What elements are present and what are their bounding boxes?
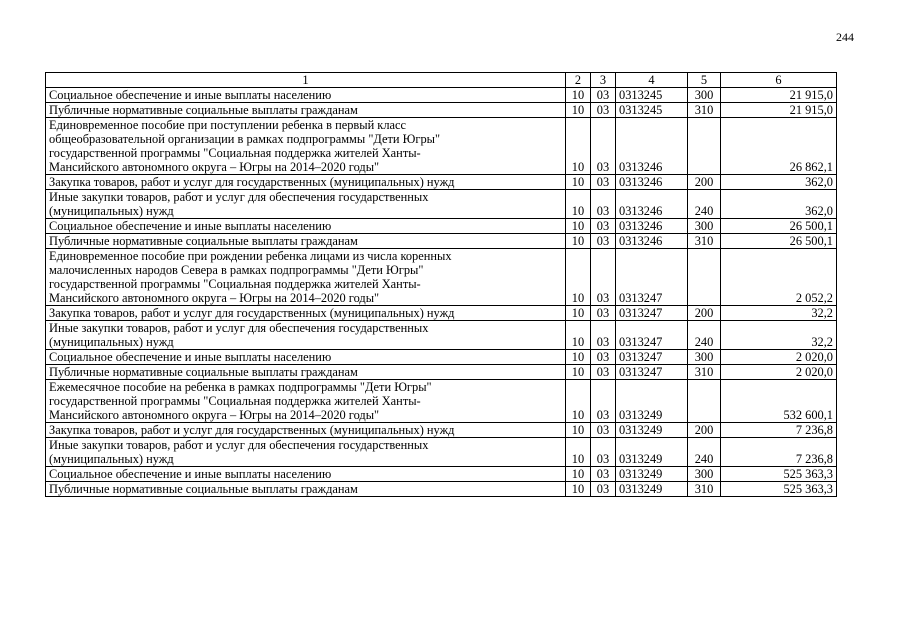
row-subsection-cell: 03 <box>591 438 616 467</box>
row-expense-type-cell <box>688 249 721 306</box>
row-target-article-cell: 0313246 <box>616 175 688 190</box>
table-row <box>46 175 837 190</box>
row-amount-cell: 362,0 <box>721 175 837 190</box>
header-col-2: 2 <box>566 73 591 88</box>
table-body <box>46 88 837 497</box>
row-subsection-cell: 03 <box>591 306 616 321</box>
row-amount-cell: 362,0 <box>721 190 837 219</box>
budget-table <box>45 72 837 497</box>
row-section-cell: 10 <box>566 190 591 219</box>
row-target-article-cell: 0313249 <box>616 482 688 497</box>
row-name-cell: Публичные нормативные социальные выплаты гражданам <box>46 234 566 249</box>
row-subsection-cell: 03 <box>591 350 616 365</box>
row-amount-cell: 532 600,1 <box>721 380 837 423</box>
row-amount-cell: 26 862,1 <box>721 118 837 175</box>
table-row <box>46 423 837 438</box>
row-section-cell: 10 <box>566 118 591 175</box>
row-name-cell: Единовременное пособие при рождении ребенка лицами из числа коренных малочисленных народов Севера в рамках подпрограммы "Дети Югры" государственной программы "Социальная поддержка жителей Ханты- Мансийского автономного округа – Югры на 2014–2020 годы" <box>46 249 566 306</box>
row-amount-cell: 7 236,8 <box>721 438 837 467</box>
row-subsection-cell: 03 <box>591 234 616 249</box>
row-amount-cell: 21 915,0 <box>721 88 837 103</box>
header-col-6: 6 <box>721 73 837 88</box>
row-expense-type-cell: 300 <box>688 350 721 365</box>
row-name-cell: Публичные нормативные социальные выплаты гражданам <box>46 103 566 118</box>
table-row <box>46 219 837 234</box>
row-name-cell: Закупка товаров, работ и услуг для государственных (муниципальных) нужд <box>46 175 566 190</box>
row-amount-cell: 2 052,2 <box>721 249 837 306</box>
row-amount-cell: 2 020,0 <box>721 350 837 365</box>
row-name-cell: Ежемесячное пособие на ребенка в рамках подпрограммы "Дети Югры" государственной программы "Социальная поддержка жителей Ханты- Мансийского автономного округа – Югры на 2014–2020 годы" <box>46 380 566 423</box>
row-subsection-cell: 03 <box>591 467 616 482</box>
row-section-cell: 10 <box>566 482 591 497</box>
table-row <box>46 467 837 482</box>
table-row <box>46 365 837 380</box>
row-subsection-cell: 03 <box>591 175 616 190</box>
row-section-cell: 10 <box>566 219 591 234</box>
row-subsection-cell: 03 <box>591 365 616 380</box>
table-row <box>46 380 837 423</box>
row-section-cell: 10 <box>566 249 591 306</box>
row-expense-type-cell: 310 <box>688 103 721 118</box>
row-subsection-cell: 03 <box>591 249 616 306</box>
row-section-cell: 10 <box>566 175 591 190</box>
row-target-article-cell: 0313245 <box>616 88 688 103</box>
header-col-1: 1 <box>46 73 566 88</box>
row-section-cell: 10 <box>566 321 591 350</box>
row-section-cell: 10 <box>566 88 591 103</box>
row-section-cell: 10 <box>566 467 591 482</box>
row-section-cell: 10 <box>566 350 591 365</box>
row-amount-cell: 525 363,3 <box>721 467 837 482</box>
row-subsection-cell: 03 <box>591 88 616 103</box>
row-section-cell: 10 <box>566 103 591 118</box>
row-section-cell: 10 <box>566 234 591 249</box>
row-target-article-cell: 0313245 <box>616 103 688 118</box>
row-expense-type-cell: 240 <box>688 190 721 219</box>
row-target-article-cell: 0313247 <box>616 321 688 350</box>
row-expense-type-cell: 200 <box>688 423 721 438</box>
row-expense-type-cell: 300 <box>688 88 721 103</box>
row-section-cell: 10 <box>566 306 591 321</box>
table-row <box>46 306 837 321</box>
row-target-article-cell: 0313247 <box>616 365 688 380</box>
table-row <box>46 190 837 219</box>
row-subsection-cell: 03 <box>591 380 616 423</box>
row-amount-cell: 2 020,0 <box>721 365 837 380</box>
row-subsection-cell: 03 <box>591 118 616 175</box>
row-name-cell: Закупка товаров, работ и услуг для государственных (муниципальных) нужд <box>46 423 566 438</box>
row-name-cell: Публичные нормативные социальные выплаты гражданам <box>46 482 566 497</box>
row-name-cell: Единовременное пособие при поступлении ребенка в первый класс общеобразовательной организации в рамках подпрограммы "Дети Югры" государственной программы "Социальная поддержка жителей Ханты- Мансийского автономного округа – Югры на 2014–2020 годы" <box>46 118 566 175</box>
row-amount-cell: 21 915,0 <box>721 103 837 118</box>
row-expense-type-cell: 200 <box>688 306 721 321</box>
row-expense-type-cell: 240 <box>688 321 721 350</box>
table-row <box>46 118 837 175</box>
table-row <box>46 88 837 103</box>
row-amount-cell: 32,2 <box>721 321 837 350</box>
row-target-article-cell: 0313249 <box>616 438 688 467</box>
row-subsection-cell: 03 <box>591 219 616 234</box>
row-subsection-cell: 03 <box>591 482 616 497</box>
row-target-article-cell: 0313249 <box>616 467 688 482</box>
row-name-cell: Социальное обеспечение и иные выплаты населению <box>46 219 566 234</box>
row-name-cell: Иные закупки товаров, работ и услуг для обеспечения государственных (муниципальных) нужд <box>46 438 566 467</box>
row-name-cell: Иные закупки товаров, работ и услуг для обеспечения государственных (муниципальных) нужд <box>46 190 566 219</box>
row-target-article-cell: 0313246 <box>616 118 688 175</box>
row-target-article-cell: 0313247 <box>616 249 688 306</box>
row-subsection-cell: 03 <box>591 190 616 219</box>
row-expense-type-cell <box>688 380 721 423</box>
row-target-article-cell: 0313246 <box>616 190 688 219</box>
row-subsection-cell: 03 <box>591 423 616 438</box>
row-amount-cell: 7 236,8 <box>721 423 837 438</box>
row-expense-type-cell <box>688 118 721 175</box>
table-row <box>46 321 837 350</box>
header-col-5: 5 <box>688 73 721 88</box>
row-target-article-cell: 0313249 <box>616 423 688 438</box>
row-name-cell: Социальное обеспечение и иные выплаты населению <box>46 467 566 482</box>
row-name-cell: Закупка товаров, работ и услуг для государственных (муниципальных) нужд <box>46 306 566 321</box>
row-target-article-cell: 0313247 <box>616 350 688 365</box>
table-row <box>46 438 837 467</box>
row-section-cell: 10 <box>566 365 591 380</box>
row-name-cell: Социальное обеспечение и иные выплаты населению <box>46 350 566 365</box>
row-expense-type-cell: 310 <box>688 482 721 497</box>
row-target-article-cell: 0313249 <box>616 380 688 423</box>
table-row <box>46 350 837 365</box>
row-target-article-cell: 0313247 <box>616 306 688 321</box>
row-target-article-cell: 0313246 <box>616 219 688 234</box>
row-expense-type-cell: 310 <box>688 234 721 249</box>
header-col-4: 4 <box>616 73 688 88</box>
table-row <box>46 234 837 249</box>
row-amount-cell: 26 500,1 <box>721 219 837 234</box>
row-expense-type-cell: 300 <box>688 467 721 482</box>
row-amount-cell: 525 363,3 <box>721 482 837 497</box>
row-expense-type-cell: 200 <box>688 175 721 190</box>
row-expense-type-cell: 310 <box>688 365 721 380</box>
table-row <box>46 482 837 497</box>
row-expense-type-cell: 300 <box>688 219 721 234</box>
header-col-3: 3 <box>591 73 616 88</box>
row-subsection-cell: 03 <box>591 321 616 350</box>
row-section-cell: 10 <box>566 423 591 438</box>
table-row <box>46 249 837 306</box>
row-subsection-cell: 03 <box>591 103 616 118</box>
row-amount-cell: 32,2 <box>721 306 837 321</box>
row-name-cell: Социальное обеспечение и иные выплаты населению <box>46 88 566 103</box>
page-number: 244 <box>836 30 854 44</box>
row-section-cell: 10 <box>566 380 591 423</box>
row-name-cell: Иные закупки товаров, работ и услуг для обеспечения государственных (муниципальных) нужд <box>46 321 566 350</box>
table-header-row <box>46 73 837 88</box>
table-row <box>46 103 837 118</box>
row-name-cell: Публичные нормативные социальные выплаты гражданам <box>46 365 566 380</box>
row-expense-type-cell: 240 <box>688 438 721 467</box>
row-target-article-cell: 0313246 <box>616 234 688 249</box>
row-section-cell: 10 <box>566 438 591 467</box>
row-amount-cell: 26 500,1 <box>721 234 837 249</box>
